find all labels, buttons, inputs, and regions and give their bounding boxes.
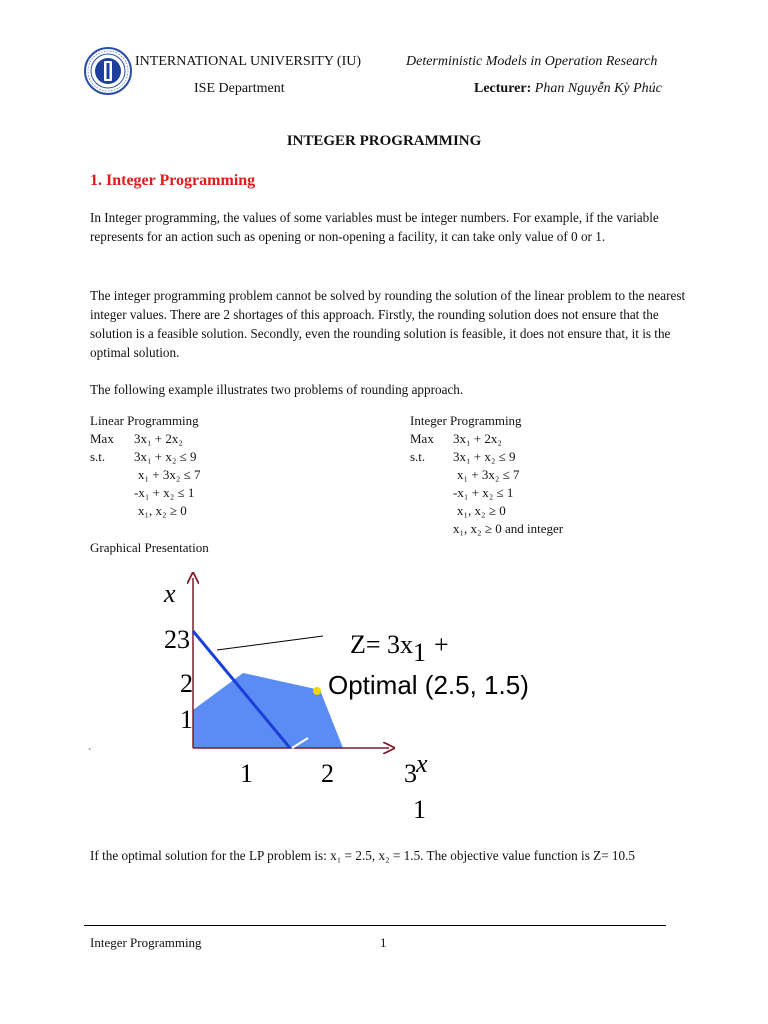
x-tick-label: 2 <box>321 759 334 788</box>
optimal-annotation: Optimal (2.5, 1.5) <box>328 670 529 700</box>
y-axis-label: x <box>164 579 176 608</box>
lp-graph <box>80 570 600 840</box>
objective-annotation: Z= 3x1 + <box>350 630 449 667</box>
paragraph-example: The following example illustrates two problems of rounding approach. <box>90 382 464 397</box>
ip-constraint-5: x₁, x₂ ≥ 0 and integer <box>453 521 564 536</box>
department-name: ISE Department <box>194 81 285 96</box>
ip-st-label: s.t. <box>410 449 426 464</box>
ip-constraint-3: -x₁ + x₂ ≤ 1 <box>453 485 514 500</box>
lecturer-line <box>474 81 662 97</box>
section-heading: 1. Integer Programming <box>90 172 256 189</box>
ip-max-label: Max <box>410 431 434 446</box>
footer-divider <box>84 925 666 926</box>
graph-label: Graphical Presentation <box>90 540 209 555</box>
paragraph-rounding: The integer programming problem cannot be solved by rounding the solution of the linear problem to the nearest integer values. There are 2 shortages of this approach. Firstly, the rounding solution does not ensure that the solution is a feasible solution. Secondly, even the rounding solution is feasible, it does not ensure that, it is the optimal solution. <box>90 288 686 360</box>
lp-max-label: Max <box>90 431 114 446</box>
ip-constraint-4: x₁, x₂ ≥ 0 <box>457 503 506 518</box>
x-axis-label: x <box>416 749 428 778</box>
y-tick-label: 2 <box>180 669 193 698</box>
x-tick-label: 3 <box>404 759 417 788</box>
footer-title: Integer Programming <box>90 935 202 950</box>
paragraph-lp-solution: If the optimal solution for the LP problem is: x₁ = 2.5, x₂ = 1.5. The objective value function is Z= 10.5 <box>90 848 636 863</box>
lecturer-label: Lecturer: <box>474 81 532 96</box>
lp-formulation <box>90 412 390 522</box>
university-logo <box>84 47 132 95</box>
y-tick-label: 1 <box>180 705 193 734</box>
lp-constraint-3: -x₁ + x₂ ≤ 1 <box>134 485 195 500</box>
lp-constraint-1: 3x₁ + x₂ ≤ 9 <box>134 449 197 464</box>
x-tick-label: 1 <box>240 759 253 788</box>
feasible-region <box>193 673 343 748</box>
course-name: Deterministic Models in Operation Research <box>406 54 658 69</box>
lp-constraint-4: x₁, x₂ ≥ 0 <box>138 503 187 518</box>
university-name: INTERNATIONAL UNIVERSITY (IU) <box>135 54 362 69</box>
stray-mark: ` <box>88 748 92 759</box>
ip-constraint-2: x₁ + 3x₂ ≤ 7 <box>457 467 520 482</box>
optimal-point <box>313 687 321 695</box>
annotation-pointer <box>217 636 323 650</box>
y-tick-label: 23 <box>164 625 190 654</box>
page-title: INTEGER PROGRAMMING <box>286 133 482 149</box>
lecturer-name: Phan Nguyễn Kỳ Phúc <box>534 81 662 96</box>
lp-st-label: s.t. <box>90 449 106 464</box>
x-axis-subscript: 1 <box>413 795 426 824</box>
page-number: 1 <box>380 935 387 950</box>
lp-objective: 3x₁ + 2x₂ <box>134 431 183 446</box>
lp-constraint-2: x₁ + 3x₂ ≤ 7 <box>138 467 201 482</box>
paragraph-intro: In Integer programming, the values of some variables must be integer numbers. For example, if the variable represents for an action such as opening or non-opening a facility, it can take only value of 0 or 1. <box>90 210 659 244</box>
ip-formulation <box>410 412 710 540</box>
lp-heading: Linear Programming <box>90 413 199 428</box>
ip-objective: 3x₁ + 2x₂ <box>453 431 502 446</box>
ip-constraint-1: 3x₁ + x₂ ≤ 9 <box>453 449 516 464</box>
ip-heading: Integer Programming <box>410 413 522 428</box>
